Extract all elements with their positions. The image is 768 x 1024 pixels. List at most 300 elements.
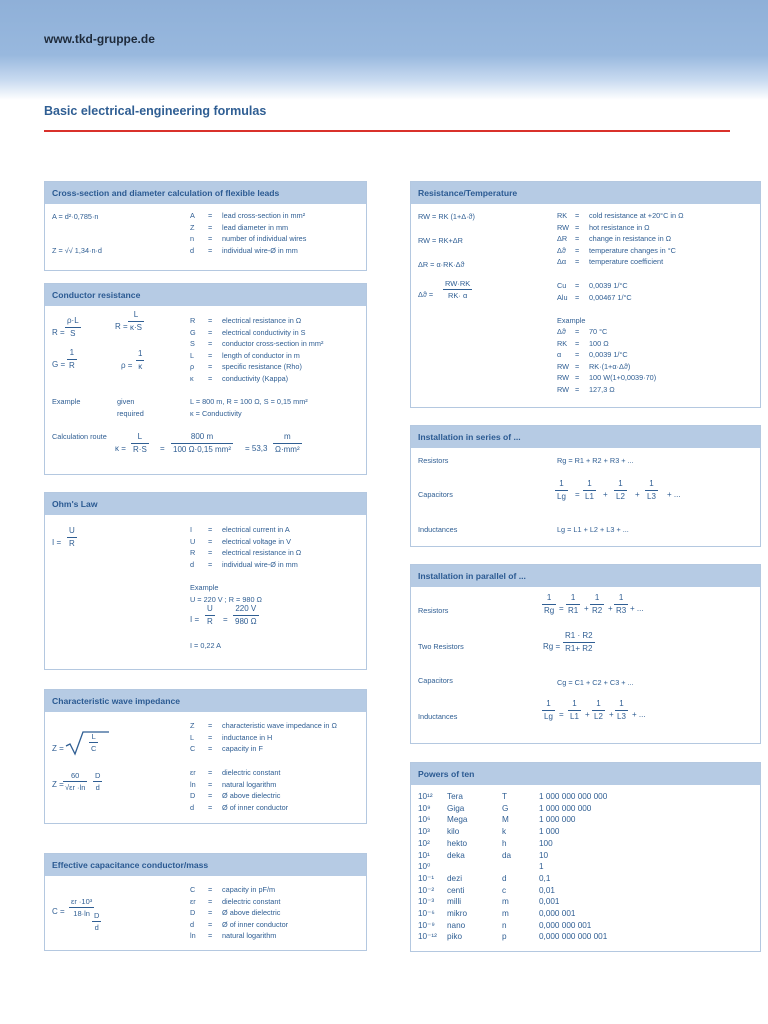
decimal-value: 0,01: [539, 885, 555, 895]
legend-symbol: ln: [190, 779, 196, 789]
denominator: 18·ln: [73, 909, 90, 918]
legend-symbol: U: [190, 536, 196, 546]
legend-row: [557, 372, 656, 384]
legend-symbol: D: [190, 908, 196, 918]
numerator: 1: [546, 699, 551, 708]
numerator: m: [283, 432, 291, 441]
formula-a: A = d²·0,785·n: [52, 212, 99, 221]
legend-equals: =: [208, 525, 213, 534]
prefix-symbol: G: [502, 803, 509, 813]
legend-row: [190, 373, 323, 385]
route-result: = 53,3: [245, 444, 268, 453]
legend-symbol: L: [190, 732, 195, 742]
panel-wave-impedance: [44, 689, 367, 824]
plus: +: [584, 604, 589, 613]
legend-row: [190, 767, 288, 779]
legend-equals: =: [208, 721, 213, 730]
panel-title: Powers of ten: [411, 763, 760, 785]
legend-row: [557, 210, 684, 222]
legend-symbol: Cu: [557, 281, 567, 290]
legend-equals: =: [208, 885, 213, 894]
example-equals: =: [223, 615, 228, 624]
numerator: 1: [559, 479, 564, 488]
formula-c-ratio: [92, 911, 101, 932]
denominator: R·S: [133, 445, 147, 454]
legend-equals: =: [575, 292, 580, 302]
capacitors-label: Capacitors: [418, 490, 453, 499]
legend-description: 100 W(1+0,0039·70): [589, 373, 657, 383]
legend-row: [557, 292, 632, 304]
legend: [190, 884, 288, 942]
legend-description: dielectric constant: [222, 896, 281, 906]
power-exponent: 10⁰: [418, 862, 431, 872]
table-row: [418, 838, 659, 850]
power-exponent: 10⁻³: [418, 897, 435, 907]
formula-z1: [89, 732, 98, 753]
legend-row: [190, 547, 301, 559]
legend-description: individual wire-Ø in mm: [222, 245, 298, 255]
denominator: L2: [594, 712, 603, 721]
prefix-name: mikro: [447, 909, 468, 919]
power-exponent: 10¹²: [418, 792, 433, 801]
legend-row: [190, 790, 288, 802]
legend-description: characteristic wave impedance in Ω: [222, 721, 337, 730]
legend-description: conductivity (Kappa): [222, 373, 289, 383]
formula-lhs: G =: [52, 360, 66, 369]
legend-equals: =: [208, 234, 213, 244]
res-fraction-g: [542, 593, 556, 616]
legend-symbol: R: [190, 548, 196, 558]
legend-symbol: S: [190, 339, 195, 349]
legend-equals: =: [208, 791, 213, 801]
legend-equals: =: [208, 350, 213, 360]
formula-lhs: R =: [52, 328, 65, 337]
legend-row: [190, 779, 288, 791]
legend-symbol: d: [190, 559, 195, 569]
legend-description: 70 °C: [589, 327, 608, 336]
legend-equals: =: [208, 896, 213, 906]
denominator: R: [207, 617, 213, 626]
legend-description: inductance in H: [222, 732, 273, 742]
legend-symbol: D: [190, 791, 196, 801]
inductances-formula: Lg = L1 + L2 + L3 + ...: [557, 525, 629, 534]
plus: +: [608, 604, 613, 613]
legend-row: [190, 884, 288, 896]
denominator: Lg: [544, 712, 553, 721]
cap-fraction-g: [555, 479, 568, 502]
legend-symbol: RW: [557, 384, 570, 394]
legend-row: [190, 338, 323, 350]
prefix-name: kilo: [447, 827, 460, 837]
prefix-symbol: d: [502, 873, 507, 883]
decimal-value: 1 000 000 000: [539, 803, 592, 813]
route-lhs: κ =: [115, 444, 126, 453]
table-row: [418, 885, 659, 897]
numerator: 1: [619, 699, 624, 708]
table-row: [418, 814, 659, 826]
legend-equals: =: [208, 222, 213, 232]
legend-symbol: Z: [190, 721, 195, 730]
numerator: 1: [594, 593, 600, 602]
powers-table: [418, 791, 659, 943]
legend-row: [190, 743, 337, 755]
table-row: [418, 861, 659, 873]
power-exponent: 10¹: [418, 850, 430, 860]
legend-equals: =: [575, 281, 580, 290]
legend-description: RK·(1+α·Δϑ): [589, 361, 631, 371]
panel-conductor-resistance: [44, 283, 367, 475]
legend-description: natural logarithm: [222, 931, 277, 941]
legend-description: length of conductor in m: [222, 350, 300, 360]
legend-symbol: Δϑ: [557, 245, 566, 255]
legend-description: conductor cross-section in mm²: [222, 339, 324, 349]
decimal-value: 0,000 000 000 001: [539, 932, 608, 942]
prefix-name: nano: [447, 920, 466, 930]
numerator: 220 V: [235, 604, 257, 613]
legend-description: capacity in F: [222, 744, 263, 754]
table-row: [418, 803, 659, 815]
legend-equals: =: [208, 732, 213, 742]
prefix-symbol: m: [502, 897, 509, 907]
resistors-label: Resistors: [418, 606, 449, 615]
formula-r2: [128, 310, 144, 333]
legend-symbol: RW: [557, 222, 570, 232]
ind-fraction-3: [615, 699, 628, 722]
legend-equals: =: [575, 350, 580, 360]
legend-row: [190, 732, 337, 744]
legend-equals: =: [208, 316, 213, 325]
table-row: [418, 850, 659, 862]
numerator: εr ·10³: [71, 897, 93, 906]
legend-row: [557, 256, 684, 268]
equals: =: [559, 604, 564, 613]
numerator: 1: [596, 699, 601, 708]
legend: [557, 210, 684, 268]
prefix-name: Mega: [447, 815, 468, 825]
prefix-symbol: n: [502, 920, 507, 930]
decimal-value: 0,1: [539, 873, 551, 883]
legend-symbol: ρ: [190, 362, 195, 372]
legend-description: individual wire-Ø in mm: [222, 559, 298, 569]
example-values: U = 220 V ; R = 980 Ω: [190, 595, 262, 604]
legend-symbol: RW: [557, 373, 570, 383]
plus: +: [585, 710, 590, 719]
table-row: [418, 908, 659, 920]
denominator: Ω·mm²: [275, 445, 300, 454]
formula-lhs: Δϑ =: [418, 290, 434, 299]
legend-symbol: εr: [190, 768, 196, 777]
legend: [190, 720, 337, 755]
legend-description: electrical current in A: [222, 525, 290, 534]
legend-equals: =: [575, 245, 580, 255]
prefix-name: milli: [447, 897, 462, 907]
legend-equals: =: [208, 908, 213, 918]
panel-title: Installation in parallel of ...: [411, 565, 760, 587]
inductances-label: Inductances: [418, 525, 458, 534]
legend-equals: =: [575, 361, 580, 371]
legend-equals: =: [208, 744, 213, 754]
plus: +: [609, 710, 614, 719]
formula-g: [67, 348, 77, 371]
site-url[interactable]: www.tkd-gruppe.de: [44, 32, 155, 46]
legend-row: [190, 720, 337, 732]
legend-row: [190, 233, 306, 245]
legend-description: dielectric constant: [222, 768, 281, 777]
ind-fraction-g: [542, 699, 555, 722]
numerator: L: [91, 732, 96, 741]
denominator: L1: [570, 712, 579, 721]
panel-title: Conductor resistance: [45, 284, 366, 306]
required-value: κ = Conductivity: [190, 409, 242, 418]
legend-symbol: I: [190, 525, 193, 534]
route-equals: =: [160, 444, 165, 453]
legend-symbol: G: [190, 327, 196, 337]
denominator: L3: [617, 712, 626, 721]
legend-symbol: d: [190, 919, 195, 929]
denominator: d: [95, 783, 100, 792]
legend-symbol: Alu: [557, 292, 568, 302]
decimal-value: 0,000 000 001: [539, 920, 592, 930]
legend-description: temperature coefficient: [589, 257, 664, 267]
legend-symbol: d: [190, 802, 195, 812]
denominator: R1+ R2: [565, 644, 593, 653]
legend-symbol: R: [190, 316, 196, 325]
res-fraction-3: [614, 593, 628, 616]
legend-row: [190, 524, 301, 536]
decimal-value: 1 000: [539, 827, 560, 837]
power-exponent: 10⁻⁶: [418, 909, 435, 919]
denominator: R3: [616, 606, 627, 615]
prefix-name: centi: [447, 885, 465, 895]
legend-row: [557, 326, 656, 338]
given-values: L = 800 m, R = 100 Ω, S = 0,15 mm²: [190, 397, 308, 406]
formula-ohm: [67, 526, 77, 549]
table-row: [418, 791, 659, 803]
power-exponent: 10⁹: [418, 803, 431, 813]
legend-description: number of individual wires: [222, 234, 307, 244]
legend-row: [557, 280, 632, 292]
prefix-symbol: k: [502, 827, 507, 837]
prefix-symbol: [502, 861, 539, 873]
legend: [190, 524, 301, 570]
legend-description: electrical conductivity in S: [222, 327, 306, 337]
prefix-symbol: T: [502, 792, 508, 801]
decimal-value: 0,001: [539, 897, 560, 907]
legend-equals: =: [208, 373, 213, 383]
prefix-name: Tera: [447, 792, 463, 801]
legend-equals: =: [208, 245, 213, 255]
denominator: L1: [585, 492, 594, 501]
table-row: [418, 873, 659, 885]
denominator: C: [91, 744, 97, 753]
legend-symbol: Z: [190, 222, 195, 232]
numerator: 1: [572, 699, 577, 708]
legend-description: cold resistance at +20°C in Ω: [589, 211, 684, 220]
legend-equals: =: [575, 327, 580, 336]
numerator: 1: [618, 593, 624, 602]
denominator: R: [69, 539, 75, 548]
ellipsis: + ...: [667, 490, 681, 499]
cap-fraction-2: [614, 479, 627, 502]
capacitors-formula: Cg = C1 + C2 + C3 + ...: [557, 678, 634, 687]
prefix-name: piko: [447, 932, 463, 942]
panel-series: [410, 425, 761, 547]
numerator: D: [94, 911, 100, 920]
example-values: [557, 326, 656, 396]
formula-z2: [63, 771, 87, 792]
ellipsis: + ...: [630, 604, 644, 613]
table-row: [418, 896, 659, 908]
numerator: 1: [69, 348, 75, 357]
table-row: [418, 826, 659, 838]
legend-symbol: εr: [190, 896, 196, 906]
legend-description: electrical resistance in Ω: [222, 548, 302, 558]
legend-description: hot resistance in Ω: [589, 222, 650, 232]
legend-symbol: κ: [190, 373, 194, 383]
numerator: ρ·L: [67, 316, 79, 325]
denominator: L2: [616, 492, 625, 501]
legend-equals: =: [208, 931, 213, 941]
legend-description: Ø above dielectric: [222, 908, 281, 918]
example-label: Example: [190, 583, 219, 592]
prefix-name: hekto: [447, 838, 468, 848]
denominator: R2: [592, 606, 603, 615]
prefix-symbol: M: [502, 815, 509, 825]
denominator: S: [70, 329, 76, 338]
numerator: 1: [587, 479, 592, 488]
prefix-symbol: c: [502, 885, 507, 895]
numerator: 800 m: [190, 432, 214, 441]
panel-title: Cross-section and diameter calculation of flexible leads: [45, 182, 366, 204]
legend-row: [557, 245, 684, 257]
formula-lhs: R =: [115, 322, 128, 331]
legend-row: [190, 919, 288, 931]
legend: [190, 210, 306, 256]
denominator: R: [69, 361, 75, 370]
formula-delta-r: ΔR = α·RK·Δϑ: [418, 260, 465, 269]
legend-equals: =: [208, 768, 213, 777]
numerator: L: [133, 310, 139, 319]
denominator: RK· α: [447, 291, 468, 300]
power-exponent: 10⁻¹: [418, 873, 435, 883]
legend-row: [190, 315, 323, 327]
legend-description: lead cross-section in mm²: [222, 211, 306, 220]
denominator: 980 Ω: [235, 617, 257, 626]
example-fraction-1: [205, 604, 215, 627]
inductances-label: Inductances: [418, 712, 458, 721]
ellipsis: + ...: [632, 710, 646, 719]
numerator: U: [207, 604, 213, 613]
panel-title: Resistance/Temperature: [411, 182, 760, 204]
denominator: R1: [568, 606, 579, 615]
panel-resistance-temperature: [410, 181, 761, 408]
legend-description: change in resistance in Ω: [589, 234, 672, 244]
panel-parallel: [410, 564, 761, 744]
legend-description: Ø of inner conductor: [222, 919, 289, 929]
res-fraction-1: [566, 593, 580, 616]
prefix-symbol: h: [502, 838, 507, 848]
legend-description: 100 Ω: [589, 338, 609, 348]
formula-z: Z = √√ 1,34·n·d: [52, 246, 102, 255]
legend-row: [190, 559, 301, 571]
plus: +: [635, 490, 640, 499]
power-exponent: 10⁻²: [418, 885, 435, 895]
prefix-name: [447, 861, 502, 873]
legend-row: [190, 222, 306, 234]
denominator: κ: [138, 362, 143, 371]
formula-lhs: I =: [52, 538, 62, 547]
legend-equals: =: [208, 362, 213, 372]
cap-fraction-1: [583, 479, 596, 502]
decimal-value: 1 000 000: [539, 815, 576, 825]
legend-row: [190, 245, 306, 257]
legend-description: 0,00467 1/°C: [589, 292, 632, 302]
power-exponent: 10³: [418, 827, 430, 837]
resistors-formula: Rg = R1 + R2 + R3 + ...: [557, 456, 634, 465]
prefix-name: dezi: [447, 873, 463, 883]
panel-ohms-law: [44, 492, 367, 670]
formula-r1: [65, 316, 81, 339]
panel-title: Characteristic wave impedance: [45, 690, 366, 712]
formula-lhs: Rg =: [543, 642, 561, 651]
legend-symbol: C: [190, 885, 196, 894]
table-row: [418, 931, 659, 943]
legend-row: [557, 349, 656, 361]
legend-symbol: α: [557, 350, 562, 360]
legend-equals: =: [208, 802, 213, 812]
coefficients: [557, 280, 632, 303]
formula-delta-theta: [443, 279, 472, 300]
power-exponent: 10²: [418, 838, 430, 848]
formula-rho: [136, 349, 144, 372]
two-resistors-fraction: [563, 631, 595, 654]
legend-symbol: L: [190, 350, 195, 360]
legend-row: [557, 384, 656, 396]
legend-symbol: n: [190, 234, 195, 244]
formula-lhs: C =: [52, 907, 65, 916]
denominator: Lg: [557, 492, 566, 501]
legend-symbol: Δϑ: [557, 327, 566, 336]
legend-description: 0,0039 1/°C: [589, 350, 628, 360]
legend-row: [190, 907, 288, 919]
legend-symbol: C: [190, 744, 196, 754]
legend-description: specific resistance (Rho): [222, 362, 302, 372]
equals: =: [559, 710, 564, 719]
decimal-value: 10: [539, 850, 549, 860]
capacitors-label: Capacitors: [418, 676, 453, 685]
legend-row: [190, 930, 288, 942]
legend-equals: =: [208, 919, 213, 929]
legend-row: [190, 210, 306, 222]
two-resistors-label: Two Resistors: [418, 642, 464, 651]
prefix-symbol: p: [502, 932, 507, 942]
legend-equals: =: [208, 211, 213, 220]
formula-rw-2: RW = RK+ΔR: [418, 236, 463, 245]
legend-description: Ø of inner conductor: [222, 802, 289, 812]
legend-row: [557, 361, 656, 373]
prefix-symbol: da: [502, 850, 512, 860]
panel-title: Effective capacitance conductor/mass: [45, 854, 366, 876]
legend-symbol: d: [190, 245, 195, 255]
equals: =: [575, 490, 580, 499]
legend-symbol: RK: [557, 211, 568, 220]
given-label: given: [117, 397, 135, 406]
legend-equals: =: [575, 373, 580, 383]
panel-title: Ohm's Law: [45, 493, 366, 515]
denominator: 100 Ω·0,15 mm²: [173, 445, 231, 454]
formula-lhs: Z =: [52, 744, 64, 753]
example-label: Example: [52, 397, 81, 406]
